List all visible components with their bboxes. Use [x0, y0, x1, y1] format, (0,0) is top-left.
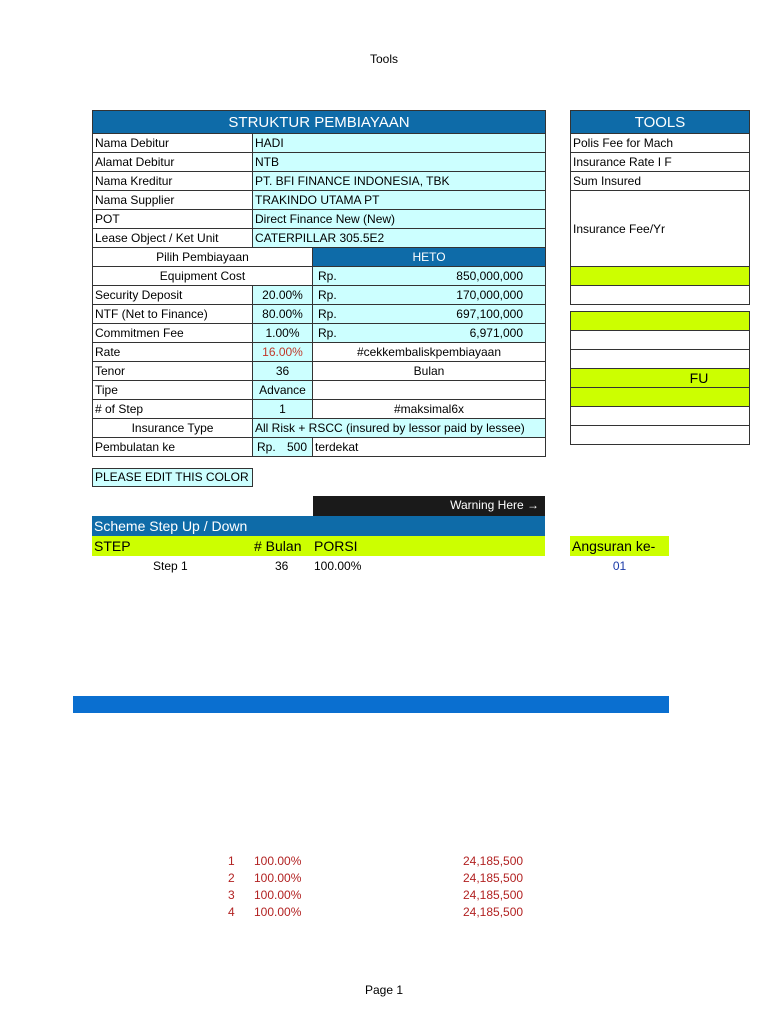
tipe-select[interactable]: Advance: [253, 381, 313, 400]
commitment-fee-value: 6,971,000: [469, 326, 523, 340]
installment-amount: 24,185,500: [463, 871, 524, 885]
nama-supplier-label: Nama Supplier: [93, 191, 253, 210]
step-col-header: STEP: [94, 538, 131, 554]
ntf-amount: [313, 305, 546, 324]
struktur-pembiayaan-table: [92, 110, 546, 457]
warning-banner: Warning Here →: [313, 496, 545, 516]
please-edit-color-button[interactable]: PLEASE EDIT THIS COLOR: [92, 468, 253, 487]
page-footer: Page 1: [364, 983, 404, 997]
num-step-field[interactable]: 1: [253, 400, 313, 419]
pilih-pembiayaan-label: Pilih Pembiayaan: [93, 248, 313, 267]
step-header-row: [92, 536, 545, 556]
installment-pct: 100.00%: [254, 871, 302, 885]
pot-field[interactable]: Direct Finance New (New): [253, 210, 546, 229]
security-deposit-value: 170,000,000: [456, 288, 523, 302]
equipment-cost-value: 850,000,000: [456, 269, 523, 283]
nama-debitur-field[interactable]: HADI: [253, 134, 546, 153]
tools-title: TOOLS: [571, 111, 750, 134]
tools-empty-cell: [571, 407, 750, 426]
angsuran-value: 01: [612, 559, 627, 573]
ntf-pct: 80.00%: [253, 305, 313, 324]
currency-label: Rp.: [318, 326, 337, 340]
currency-label: Rp.: [318, 307, 337, 321]
installment-pct: 100.00%: [254, 854, 302, 868]
ntf-label: NTF (Net to Finance): [93, 305, 253, 324]
pembulatan-label: Pembulatan ke: [93, 438, 253, 457]
installment-number: 2: [228, 871, 235, 885]
commitment-fee-label: Commitmen Fee: [93, 324, 253, 343]
nama-debitur-label: Nama Debitur: [93, 134, 253, 153]
pilih-pembiayaan-select[interactable]: HETO: [313, 248, 546, 267]
tipe-empty: [313, 381, 546, 400]
tools-lime-cell: [571, 312, 750, 331]
tools-table: [570, 110, 750, 445]
equipment-cost-field[interactable]: [313, 267, 546, 286]
insurance-fee-yr-label: Insurance Fee/Yr: [571, 191, 750, 267]
security-deposit-label: Security Deposit: [93, 286, 253, 305]
angsuran-header: Angsuran ke-: [570, 536, 669, 556]
security-deposit-amount: [313, 286, 546, 305]
installment-pct: 100.00%: [254, 888, 302, 902]
security-deposit-pct-field[interactable]: 20.00%: [253, 286, 313, 305]
ntf-value: 697,100,000: [456, 307, 523, 321]
rate-note: #cekkembaliskpembiayaan: [313, 343, 546, 362]
tenor-label: Tenor: [93, 362, 253, 381]
equipment-cost-label: Equipment Cost: [93, 267, 313, 286]
num-step-label: # of Step: [93, 400, 253, 419]
insurance-type-label: Insurance Type: [93, 419, 253, 438]
pot-label: POT: [93, 210, 253, 229]
tenor-unit: Bulan: [313, 362, 546, 381]
tipe-label: Tipe: [93, 381, 253, 400]
installment-number: 4: [228, 905, 235, 919]
page-header: Tools: [369, 52, 398, 66]
tools-empty-cell: [571, 286, 750, 305]
pembulatan-note: terdekat: [313, 438, 546, 457]
insurance-rate-label: Insurance Rate I F: [571, 153, 750, 172]
nama-kreditur-label: Nama Kreditur: [93, 172, 253, 191]
lease-object-label: Lease Object / Ket Unit: [93, 229, 253, 248]
nama-supplier-field[interactable]: TRAKINDO UTAMA PT: [253, 191, 546, 210]
commitment-fee-amount: [313, 324, 546, 343]
installment-amount: 24,185,500: [463, 888, 524, 902]
alamat-debitur-label: Alamat Debitur: [93, 153, 253, 172]
lease-object-field[interactable]: CATERPILLAR 305.5E2: [253, 229, 546, 248]
commitment-fee-pct-field[interactable]: 1.00%: [253, 324, 313, 343]
step-porsi[interactable]: 100.00%: [314, 559, 362, 573]
rate-label: Rate: [93, 343, 253, 362]
rate-field[interactable]: 16.00%: [253, 343, 313, 362]
installment-pct: 100.00%: [254, 905, 302, 919]
sum-insured-label: Sum Insured: [571, 172, 750, 191]
pembulatan-value: 500: [286, 440, 307, 454]
pembulatan-field[interactable]: [253, 438, 313, 457]
tools-spacer: [571, 305, 750, 312]
tools-empty-cell: [571, 331, 750, 350]
installment-amount: 24,185,500: [463, 854, 524, 868]
bulan-col-header: # Bulan: [254, 538, 302, 554]
tenor-field[interactable]: 36: [253, 362, 313, 381]
fu-header: FU: [571, 369, 750, 388]
struktur-title: STRUKTUR PEMBIAYAAN: [93, 111, 546, 134]
insurance-type-select[interactable]: All Risk + RSCC (insured by lessor paid by lessee): [253, 419, 546, 438]
tools-panel: [570, 110, 709, 462]
section-divider-bar: [73, 696, 669, 713]
porsi-col-header: PORSI: [314, 538, 358, 554]
polis-fee-label: Polis Fee for Mach: [571, 134, 750, 153]
tools-empty-cell: [571, 426, 750, 445]
installment-amount: 24,185,500: [463, 905, 524, 919]
currency-label: Rp.: [257, 440, 276, 454]
tools-empty-cell: [571, 350, 750, 369]
nama-kreditur-field[interactable]: PT. BFI FINANCE INDONESIA, TBK: [253, 172, 546, 191]
currency-label: Rp.: [318, 269, 337, 283]
scheme-step-title: Scheme Step Up / Down: [92, 516, 545, 536]
num-step-note: #maksimal6x: [313, 400, 546, 419]
currency-label: Rp.: [318, 288, 337, 302]
tools-lime-cell: [571, 267, 750, 286]
tools-lime-cell: [571, 388, 750, 407]
installment-number: 1: [228, 854, 235, 868]
step-name: Step 1: [153, 559, 188, 573]
installment-number: 3: [228, 888, 235, 902]
step-bulan[interactable]: 36: [275, 559, 289, 573]
alamat-debitur-field[interactable]: NTB: [253, 153, 546, 172]
